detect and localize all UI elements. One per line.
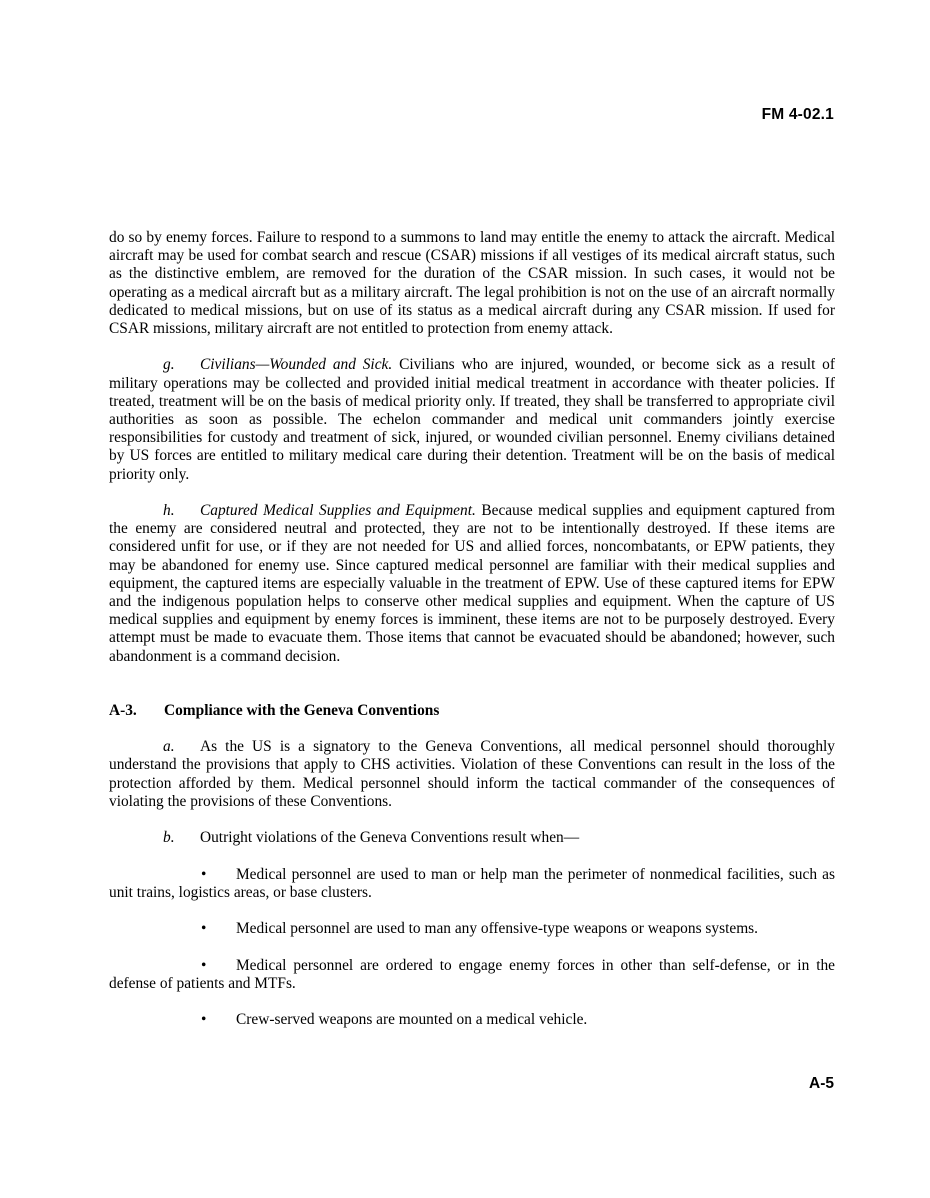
paragraph-text: Civilians who are injured, wounded, or become sick as a result of military operations may be collected and provided initial medical treatment in accordance with theater policies. If treated, treatment will be on the basis of medical priority only. If treated, they shall be transferred to appropriate civil authorities as soon as possible. The echelon commander and medical unit commanders jointly exercise responsibilities for custody and treatment of sick, injured, or wounded civilian personnel. Enemy civilians detained by US forces are entitled to military medical care during their detention. Treatment will be on the basis of medical priority only.	[109, 356, 835, 483]
paragraph-caption: Captured Medical Supplies and Equipment.	[200, 502, 476, 520]
bullet-text: Medical personnel are used to man or help man the perimeter of nonmedical facilities, such as unit trains, logistics areas, or base clusters.	[109, 865, 835, 901]
paragraph-text: Outright violations of the Geneva Conventions result when—	[200, 829, 580, 847]
paragraph-letter: b.	[163, 829, 175, 847]
bullet-text: Medical personnel are ordered to engage enemy forces in other than self-defense, or in the defense of patients and MTFs.	[109, 956, 835, 992]
bullet-text: Crew-served weapons are mounted on a medical vehicle.	[236, 1011, 588, 1029]
bullet-item	[109, 1011, 835, 1029]
document-id: FM 4-02.1	[761, 106, 834, 123]
bullet-symbol: •	[201, 1011, 207, 1029]
bullet-text: Medical personnel are used to man any offensive-type weapons or weapons systems.	[236, 920, 758, 938]
paragraph-g	[109, 356, 835, 483]
page-number: A-5	[809, 1075, 834, 1092]
paragraph-text: As the US is a signatory to the Geneva Conventions, all medical personnel should thoroughly understand the provisions that apply to CHS activities. Violation of these Conventions can result in the loss of the protection afforded by them. Medical personnel should inform the tactical commander of the consequences of violating the provisions of these Conventions.	[109, 738, 835, 810]
paragraph-caption: Civilians—Wounded and Sick.	[200, 356, 393, 374]
paragraph-b	[109, 829, 835, 847]
bullet-symbol: •	[201, 956, 207, 974]
section-heading	[109, 702, 835, 720]
paragraph-letter: g.	[163, 356, 175, 374]
bullet-item	[109, 866, 835, 902]
bullet-symbol: •	[201, 920, 207, 938]
bullet-symbol: •	[201, 865, 207, 883]
document-body	[109, 229, 835, 1029]
paragraph-h	[109, 502, 835, 666]
bullet-item	[109, 957, 835, 993]
paragraph-a	[109, 738, 835, 811]
paragraph-letter: h.	[163, 502, 175, 520]
continuation-paragraph: do so by enemy forces. Failure to respond to a summons to land may entitle the enemy to attack the aircraft. Medical aircraft may be used for combat search and rescue (CSAR) missions if all vestiges of its medical aircraft status, such as the distinctive emblem, are removed for the duration of the CSAR mission. In such cases, it would not be operating as a medical aircraft but as a military aircraft. The legal prohibition is not on the use of an aircraft normally dedicated to medical missions, but on use of its status as a medical aircraft during any CSAR mission. If used for CSAR missions, military aircraft are not entitled to protection from enemy attack.	[109, 229, 835, 338]
paragraph-text: Because medical supplies and equipment captured from the enemy are considered neutral and protected, they are not to be intentionally destroyed. If these items are considered unfit for use, or if they are not needed for US and allied forces, noncombatants, or EPW patients, they may be abandoned for enemy use. Since captured medical personnel are familiar with their medical supplies and equipment, the captured items are especially valuable in the treatment of EPW. Use of these captured items for EPW and the indigenous population helps to conserve other medical supplies and equipment. When the capture of US medical supplies and equipment by enemy forces is imminent, these items are not to be purposely destroyed. Every attempt must be made to evacuate them. Those items that cannot be evacuated should be abandoned; however, such abandonment is a command decision.	[109, 502, 836, 665]
paragraph-letter: a.	[163, 738, 175, 756]
bullet-item	[109, 920, 835, 938]
section-number: A-3.	[109, 701, 137, 719]
section-title: Compliance with the Geneva Conventions	[164, 701, 440, 719]
